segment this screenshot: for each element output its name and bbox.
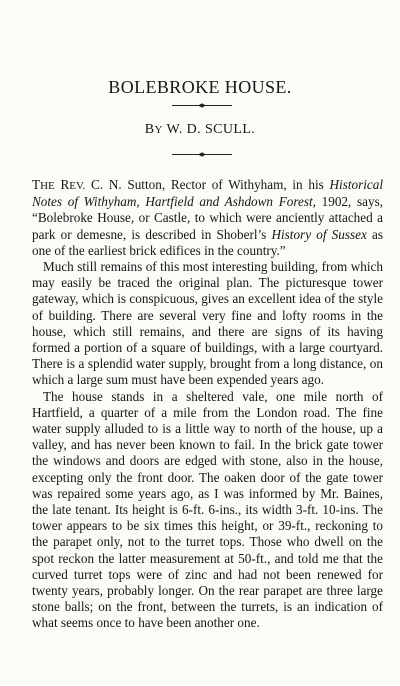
paragraph-3: The house stands in a sheltered vale, one mile north of Hartfield, a quarter of a mile from the London road. The fine water supply alluded to is a little way to north of the house, up a valley, and has never been known to fail. In the brick gate tower the windows and doors are edged with stone, also in the house, excepting only the front door. The oaken door of the gate tower was repaired some years ago, as I was informed by Mr. Baines, the late tenant. Its height is 6-ft. 6-ins., its width 3-ft. 10-ins. The tower appears to be six times this height, or 39-ft., reckoning to the parapet only, not to the turret tops. Those who dwell on the spot reckon the latter measurement at 50-ft., and told me that the curved turret tops were of zinc and had not been renewed for twenty years, probably longer. On the rear parapet are three large stone balls; on the front, between the turrets, is an indication of what seems once to have been another one.	[32, 388, 383, 631]
lead-small-caps: THE REV.	[32, 177, 86, 192]
book-title-historical-notes: Historical Notes of Withyham, Hartfield and Ashdown Forest,	[32, 177, 383, 210]
byline-prefix: BY	[144, 122, 163, 137]
author-name: W. D. SCULL.	[166, 122, 256, 137]
paragraph-2: Much still remains of this most interesting building, from which may easily be traced the original plan. The picturesque tower gateway, which is conspicuous, gives an excellent idea of the style of building. There are several very fine and lofty rooms in the house, which still remains, and there are signs of its having formed a portion of a square of buildings, with a large courtyard. There is a splendid water supply, brought from a long distance, on which a large sum must have been expended years ago.	[32, 259, 383, 388]
article-body	[32, 177, 383, 632]
byline	[0, 122, 400, 138]
title-divider-ornament	[172, 103, 232, 108]
book-title-history-of-sussex: History of Sussex	[271, 226, 367, 242]
paragraph-1-lead	[32, 177, 85, 192]
paragraph-1	[32, 177, 383, 259]
paragraph-1-segment-4: as one of the earliest brick edifices in the country.”	[32, 226, 383, 258]
paragraph-1-segment-2: 1902, says, “Bolebroke House, or Castle, to which were anciently attached a park or demesne, is described in Shoberl’s	[32, 194, 384, 242]
article-title: BOLEBROKE HOUSE.	[108, 77, 292, 97]
byline-divider-ornament	[172, 152, 232, 157]
paragraph-1-segment-0: C. N. Sutton, Rector of Withyham, in his	[85, 177, 330, 192]
